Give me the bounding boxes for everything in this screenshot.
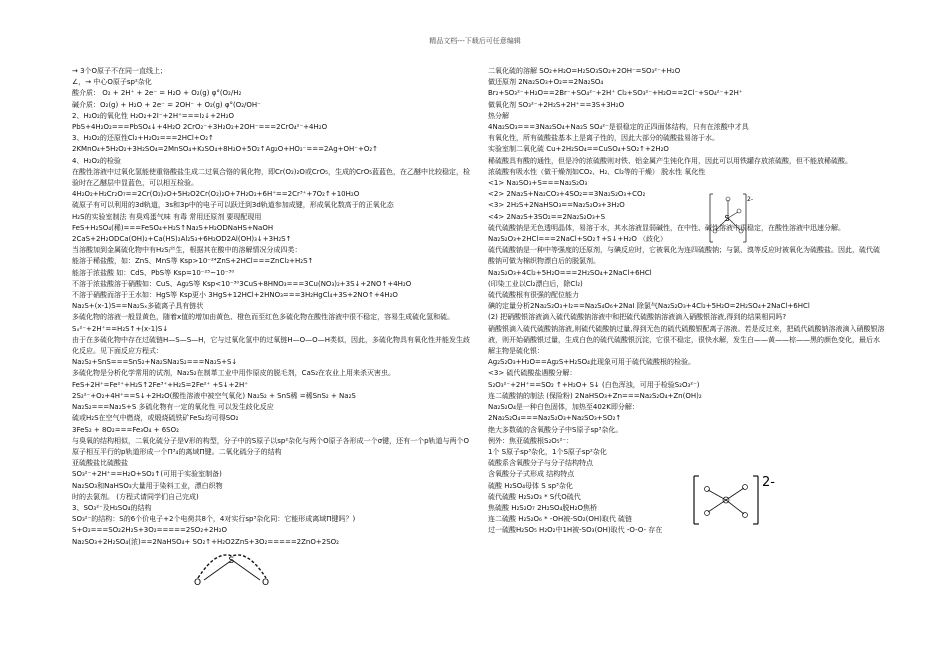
right-text-line: 做还原剂 2Na₂SO₃+O₂==2Na₂SO₄ [488, 78, 604, 87]
left-column [72, 66, 474, 548]
right-text-line: 连二硫酸 H₂S₂O₆ * -OH被-SO₂(OH)取代 硫链 [488, 515, 633, 524]
right-text-line: 热分解 [488, 111, 509, 120]
right-text-line: S₂O₃²⁻+2H⁺==SO₂ ↑+H₂O+ S↓ (白色浑浊，可用于检验S₂O₃²⁻) [488, 380, 700, 389]
right-text-line: 绝大多数硫的含氧酸分子中S原子sp³杂化。 [488, 425, 623, 434]
left-text-line: 2CaS+2H₂ODCa(OH)₂+Ca(HS)₂Al₂S₃+6H₂OD2Al(OH)₃↓+3H₂S↑ [72, 235, 292, 244]
right-text-line: 硝酸银滴入硫代硫酸钠溶液,则硫代硫酸钠过量,得到无色的硫代硫酸银配离子溶液。若是反过来，把硫代硫酸钠溶液滴入硝酸银溶液，则开始硝酸银过量，生成白色的硫代硫酸银沉淀，它很不稳定，很快水解，发生白——黄——棕——黑的颜色变化，最后水解主物是硫化银： [488, 324, 885, 356]
sulfur-atom-label: S [724, 214, 730, 223]
left-text-line: Na₂S+(x-1)S==Na₂Sₓ多硫离子具有链状 [72, 302, 204, 311]
ion-charge-label-small: 2- [747, 196, 753, 203]
right-text-line: <3> 硫代硫酸盐遇酸分解： [488, 369, 577, 378]
right-text-line: Ag₂S₂O₃+H₂O==Ag₂S+H₂SO₄此现象可用于硫代硫酸根的检验。 [488, 358, 695, 367]
right-text-line: 碘的定量分析2Na₂S₂O₃+I₂==Na₂S₄O₆+2NaI 除氯气Na₂S₂O₃+4Cl₂+5H₂O=2H₂SO₄+2NaCl+6HCl [488, 302, 810, 311]
right-text-line: <2> 2Na₂S+Na₂CO₃+4SO₂==3Na₂S₂O₃+CO₂ [488, 190, 646, 199]
left-text-line: 与臭氧的结构相似，二氧化硫分子是V形的构型，分子中的S原子以sp²杂化与两个O原子各形成一个σ键，还有一个p轨道与两个O原子相互平行的p轨道形成一个Π³₄的离域Π键。二氧化硫分子的结构 [72, 436, 470, 456]
ion-charge-label: 2- [762, 475, 775, 490]
right-text-line: 硫酸系含氧酸分子与分子结构特点 [488, 459, 593, 468]
left-text-line: 酸介质： O₂ + 2H⁺ + 2e⁻ = H₂O + O₂(g) φ°(O₂/H₂ [72, 89, 242, 98]
left-text-line: Sₓ²⁻+2H⁺==H₂S↑+(x-1)S↓ [72, 324, 169, 333]
right-text-line: 硫代硫酸 H₂S₂O₃ * S代O硫代 [488, 492, 581, 501]
right-text-line: <1> Na₂SO₃+S===Na₂S₂O₃ [488, 179, 588, 188]
right-text-line: Na₂S₂O₃+2HCl===2NaCl+SO₂↑+S↓+H₂O （歧化） [488, 235, 668, 244]
right-text-line: 连二硫酸钠的制法 (保险粉) 2NaHSO₃+Zn===Na₂S₂O₄+Zn(OH)₂ [488, 391, 702, 400]
left-text-line: PbS+4H₂O₂===PbSO₄↓+4H₂O 2CrO₂⁻+3H₂O₂+2OH⁻===2CrO₄²⁻+4H₂O [72, 123, 328, 132]
right-text-line: <3> 2H₂S+2NaHSO₃==Na₂S₂O₃+3H₂O [488, 201, 625, 210]
right-text-line: 做氧化剂 SO₃²⁻+2H₂S+2H⁺==3S+3H₂O [488, 100, 625, 109]
right-text-line: 2Na₂S₂O₄===Na₂S₂O₃+Na₂SO₃+SO₂↑ [488, 414, 622, 423]
sulfate-ion-figure [686, 470, 782, 530]
so2-oxygen-left-label: O [194, 578, 202, 588]
left-text-line: 3、H₂O₂的还原性Cl₂+H₂O₂===2HCl+O₂↑ [72, 134, 214, 143]
left-text-line: 3FeS₂ + 8O₂===Fe₃O₄ + 6SO₂ [72, 425, 179, 434]
left-text-line: 硫或H₂S在空气中燃烧，或煅烧硫铁矿FeS₂均可得SO₂ [72, 414, 239, 423]
left-text-line: 3、SO₃²⁻及H₂SO₄的结构 [72, 503, 152, 512]
right-text-line: 含氧酸分子式形成 结构特点 [488, 470, 575, 479]
page-header: 精品文档---下载后可任意编辑 [429, 37, 521, 45]
left-text-line: Na₂S₂===Na₂S+S 多硫化物有一定的氧化性 可以发生歧化反应 [72, 403, 274, 412]
left-text-line: 4、H₂O₂的检验 [72, 156, 121, 165]
so2-structure-figure [188, 548, 276, 588]
left-text-line: 由于在多硫化物中存在过硫链H—S—S—H，它与过氧化氢中的过氧链H—O—O—H类似，因此，多硫化物具有氧化性并能发生歧化反应。见下面反应方程式： [72, 335, 470, 356]
right-text-line: 硫代硫酸根有很强的配位能力 [488, 291, 579, 300]
left-text-line: 时的去氯剂。 (方程式请同学们自己完成) [72, 492, 199, 501]
left-text-line: 能溶于浓盐酸 如：CdS、PbS等 Ksp=10⁻²⁵~10⁻³⁰ [72, 268, 235, 277]
left-text-line: S+O₂===SO₂2H₂S+3O₂=====2SO₂+2H₂O [72, 526, 228, 535]
left-text-line: SO₃²⁻+2H⁺==H₂O+SO₂↑(可用于实验室制备) [72, 470, 222, 479]
right-text-line: 硫代硫酸钠是一种中等强度的还原剂，与碘反应时，它被氧化为连四硫酸钠；与氯、溴等反应时被氧化为硫酸盐。因此，硫代硫酸钠可做为棉织物漂白后的脱氯剂。 [488, 246, 880, 266]
right-text-line: Na₂S₂O₄是一种白色固体，加热至402K即分解： [488, 403, 639, 412]
right-text-line: 硫代硫酸钠是无色透明晶体，易溶于水，其水溶液显弱碱性，在中性、碱性溶液中很稳定，在酸性溶液中迅速分解。 [488, 223, 845, 232]
left-text-line: FeS+H₂SO₄(稀)===FeSO₄+H₂S↑Na₂S+H₂ODNaHS+NaOH [72, 223, 274, 232]
left-text-line: 多硫化物的溶液一般显黄色，随着x值的增加由黄色、橙色而至红色多硫化物在酸性溶液中很不稳定，容易生成硫化氢和硫。 [72, 313, 455, 322]
right-text-line: 硫酸 H₂SO₄母体 S sp³杂化 [488, 481, 573, 490]
left-text-line: 不溶于浓盐酸溶于硝酸如：CuS、Ag₂S等 Ksp<10⁻³⁰3CuS+8HNO₃===3Cu(NO₃)₂+3S↓+2NO↑+4H₂O [72, 279, 412, 288]
thiosulfate-structure-figure [700, 190, 756, 246]
right-text-line: 焦硫酸 H₂S₂O₇ 2H₂SO₄脱H₂O焦桥 [488, 503, 597, 512]
left-text-line: Na₂SO₃+2H₂SO₄(浓)==2NaHSO₄+ SO₂↑+H₂O2ZnS+3O₂=====2ZnO+2SO₂ [72, 537, 339, 546]
left-text-line: Na₂S₂+SnS===SnS₂+Na₂SNa₂S₂===Na₂S+S↓ [72, 358, 238, 367]
left-text-line: 不溶于硝酸而溶于王水如：HgS等 Ksp更小 3HgS+12HCl+2HNO₃===3H₂HgCl₄+3S+2NO↑+4H₂O [72, 291, 398, 300]
left-text-line: 2KMnO₄+5H₂O₂+3H₂SO₄=2MnSO₄+K₂SO₄+8H₂O+5O₂↑Ag₂O+HO₂⁻===2Ag+OH⁻+O₂↑ [72, 145, 379, 154]
so2-sulfur-label: S [228, 556, 235, 566]
right-text-line: <4> 2Na₂S+3SO₂==2Na₂S₂O₃+S [488, 212, 606, 221]
right-text-line: 例外：焦亚硫酸根S₂O₅²⁻： [488, 436, 574, 445]
right-text-line: 浓硫酸有吸水性（做干燥剂如CO₂、H₂、Cl₂等的干燥） 脱水性 氧化性 [488, 167, 706, 176]
so2-oxygen-right-label: O [262, 578, 270, 588]
left-text-line: 多硫化物是分析化学常用的试剂，Na₂S₂在制革工业中用作原皮的脱毛剂，CaS₂在农业上用来杀灭害虫。 [72, 369, 396, 378]
left-text-line: 能溶于稀盐酸，如：ZnS、MnS等 Ksp>10⁻²⁴ZnS+2HCl===ZnCl₂+H₂S↑ [72, 257, 314, 266]
right-text-line: 有氧化性，所有硫酸盐基本上是离子性的，因此大部分的硫酸盐易溶于水。 [488, 134, 719, 143]
right-text-line: 1个 S原子sp³杂化，1个S原子sp²杂化 [488, 447, 607, 456]
left-text-line: 4H₂O₂+H₂Cr₂O₇==2Cr(O₂)₂O+5H₂O2Cr(O₂)₂O+7H₂O₂+6H⁺==2Cr³⁺+7O₂↑+10H₂O [72, 190, 360, 199]
left-text-line: H₂S的实验室制法 有臭鸡蛋气味 有毒 常用还原剂 要现配现用 [72, 212, 262, 221]
right-text-line: Na₂S₂O₃+4Cl₂+5H₂O===2H₂SO₄+2NaCl+6HCl [488, 268, 652, 277]
left-text-line: SO₃²⁻的结构：S的6个价电子+2个电荷共8个，4对实行sp³杂化同：它能形成离域Π键吗？) [72, 515, 356, 524]
left-text-line: ∠，→ 中心O原子sp²杂化 [72, 78, 152, 87]
right-text-line: 稀硫酸具有酸的通性，但是冷的浓硫酸则对铁、铝金属产生钝化作用，因此可以用铁罐存放浓硫酸，但不能放稀硫酸。 [488, 156, 852, 165]
left-text-line: 硫原子有可以利用的3d轨道，3s和3p中的电子可以跃迁到3d轨道参加成键，形成氧化数高于的正氧化态 [72, 201, 394, 210]
left-text-line: 2S₂²⁻+O₂+4H⁺==S↓+2H₂O(酸性溶液中被空气氧化) Na₂S₂ + SnS稀 =稀SnS₂ + Na₂S [72, 391, 356, 400]
right-text-line: 4Na₂SO₃===3Na₂SO₄+Na₂S SO₄²⁻是很稳定的正四面体结构，只有在浓酸中才具 [488, 123, 749, 132]
left-text-line: FeS+2H⁺=Fe²⁺+H₂S↑2Fe³⁺+H₂S=2Fe²⁺ +S↓+2H⁺ [72, 380, 248, 389]
left-text-line: 在酸性溶液中过氧化氢能使重铬酸盐生成二过氧合铬的氧化物，即Cr(O₂)₂O或CrO₅，生成的CrO₅蓝蓝色，在乙醚中比较稳定，检验时在乙醚层中显蓝色，可以相互检验。 [72, 167, 471, 188]
right-text-line: (2) 把硝酸银溶液滴入硫代硫酸钠溶液中和把硫代硫酸钠溶液滴入硝酸银溶液,得到的结果相同吗? [488, 313, 787, 322]
right-column [488, 66, 886, 537]
right-text-line: 实验室制二氧化硫 Cu+2H₂SO₄==CuSO₄+SO₂↑+2H₂O [488, 145, 669, 154]
right-text-line: 二氧化硫的溶解 SO₂+H₂O=H₂SO₃SO₂+2OH⁻=SO₃²⁻+H₂O [488, 67, 681, 75]
left-text-line: → 3个O原子不在同一直线上； [72, 67, 168, 75]
left-text-line: Na₂SO₃和NaHSO₃大量用于染料工业，漂白织物 [72, 481, 223, 490]
right-text-line: 过一硫酸H₂SO₅ H₂O₂中1H被-SO₃(OH)取代 -O-O- 存在 [488, 526, 663, 535]
right-text-line: (印染工业以Cl₂漂白后，除Cl₂) [488, 279, 583, 288]
right-text-line: Br₂+SO₃²⁻+H₂O==2Br⁻+SO₄²⁻+2H⁺ Cl₂+SO₃²⁻+H₂O==2Cl⁻+SO₄²⁻+2H⁺ [488, 89, 743, 98]
left-text-line: 亚硫酸盐比硫酸盐 [72, 459, 128, 468]
left-text-line: 碱介质：O₂(g) + H₂O + 2e⁻ = 2OH⁻ + O₂(g) φ°(O₂/OH⁻ [72, 100, 261, 109]
left-text-line: 当溶酸加到金属硫化物中有H₂S产生，根据其在酸中的溶解情况分成四类： [72, 246, 302, 255]
left-text-line: 2、H₂O₂的氧化性 H₂O₂+2I⁻+2H⁺===I₂↓+2H₂O [72, 111, 235, 120]
